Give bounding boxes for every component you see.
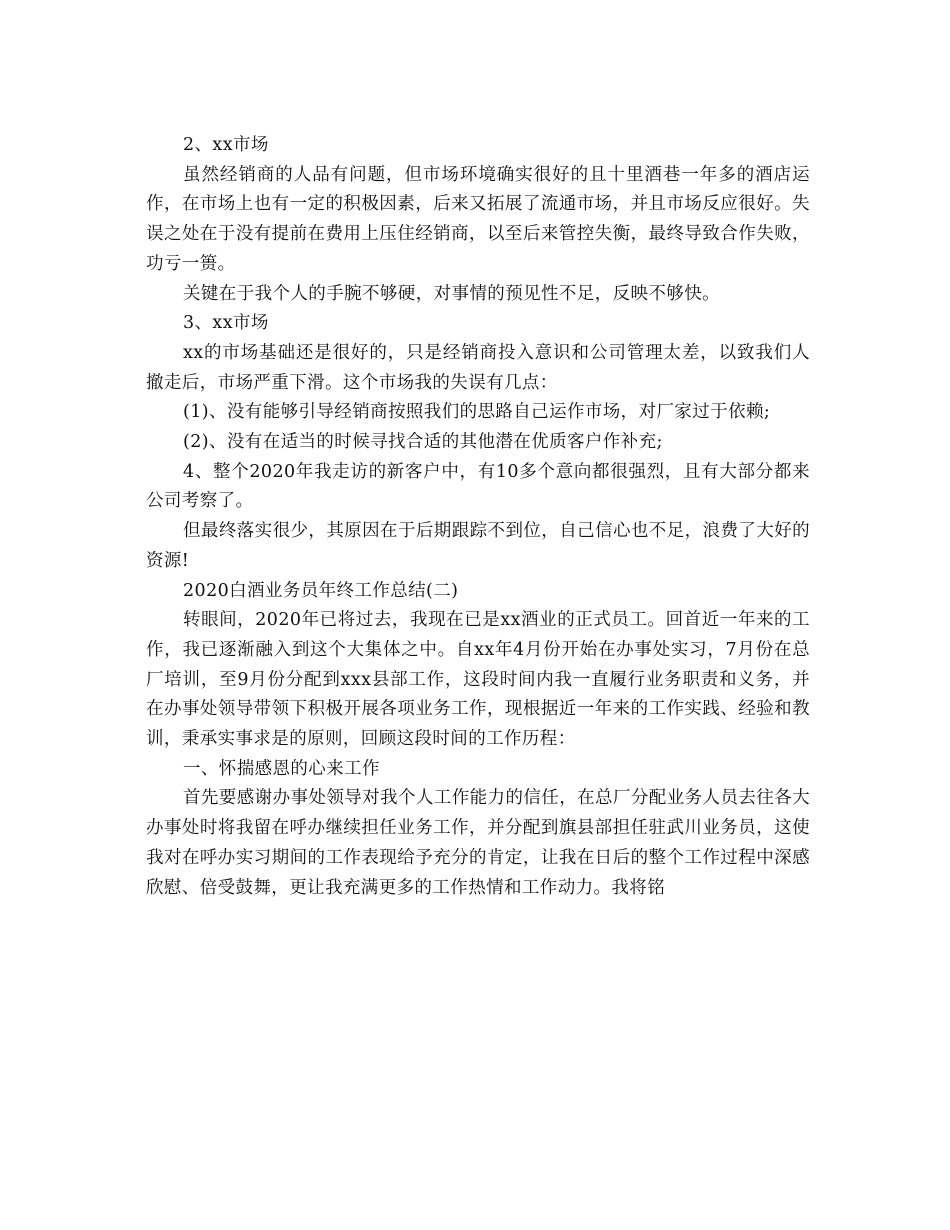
paragraph: 关键在于我个人的手腕不够硬，对事情的预见性不足，反映不够快。 [183, 283, 720, 304]
paragraph: 转眼间，2020年已将过去，我现在已是xx酒业的正式员工。回首近一年来的工作，我已逐渐融入到这个大集体之中。自xx年4月份开始在办事处实习，7月份在总厂培训，至9月份分配到xxx县部工作，这段时间内我一直履行业务职责和义务，并在办事处领导带领下积极开展各项业务工作，现根据近一年来的工作实践、经验和教训，秉承实事求是的原则，回顾这段时间的工作历程： [146, 610, 810, 750]
paragraph: 虽然经销商的人品有问题，但市场环境确实很好的且十里酒巷一年多的酒店运作，在市场上也有一定的积极因素，后来又拓展了流通市场，并且市场反应很好。失误之处在于没有提前在费用上压住经销商，以至后来管控失衡，最终导致合作失败，功亏一篑。 [146, 164, 810, 274]
list-item: (1)、没有能够引导经销商按照我们的思路自己运作市场，对厂家过于依赖; [183, 402, 771, 423]
heading-market-2: 2、xx市场 [183, 135, 269, 155]
paragraph: xx的市场基础还是很好的，只是经销商投入意识和公司管理太差，以致我们人撤走后，市场严重下滑。这个市场我的失误有几点： [146, 342, 810, 393]
document-body [146, 131, 810, 903]
list-item: (2)、没有在适当的时候寻找合适的其他潜在优质客户作补充; [183, 432, 663, 453]
subsection-heading: 一、怀揣感恩的心来工作 [183, 758, 380, 779]
section-title: 2020白酒业务员年终工作总结(二) [183, 580, 459, 601]
heading-market-3: 3、xx市场 [183, 313, 269, 334]
paragraph: 但最终落实很少，其原因在于后期跟踪不到位，自己信心也不足，浪费了大好的资源! [146, 521, 810, 571]
paragraph: 4、整个2020年我走访的新客户中，有10多个意向都很强烈，且有大部分都来公司考察了。 [146, 461, 810, 512]
paragraph: 首先要感谢办事处领导对我个人工作能力的信任，在总厂分配业务人员去往各大办事处时将我留在呼办继续担任业务工作，并分配到旗县部担任驻武川业务员，这使我对在呼办实习期间的工作表现给予充分的肯定，让我在日后的整个工作过程中深感欣慰、倍受鼓舞，更让我充满更多的工作热情和工作动力。我将铭 [146, 788, 810, 898]
